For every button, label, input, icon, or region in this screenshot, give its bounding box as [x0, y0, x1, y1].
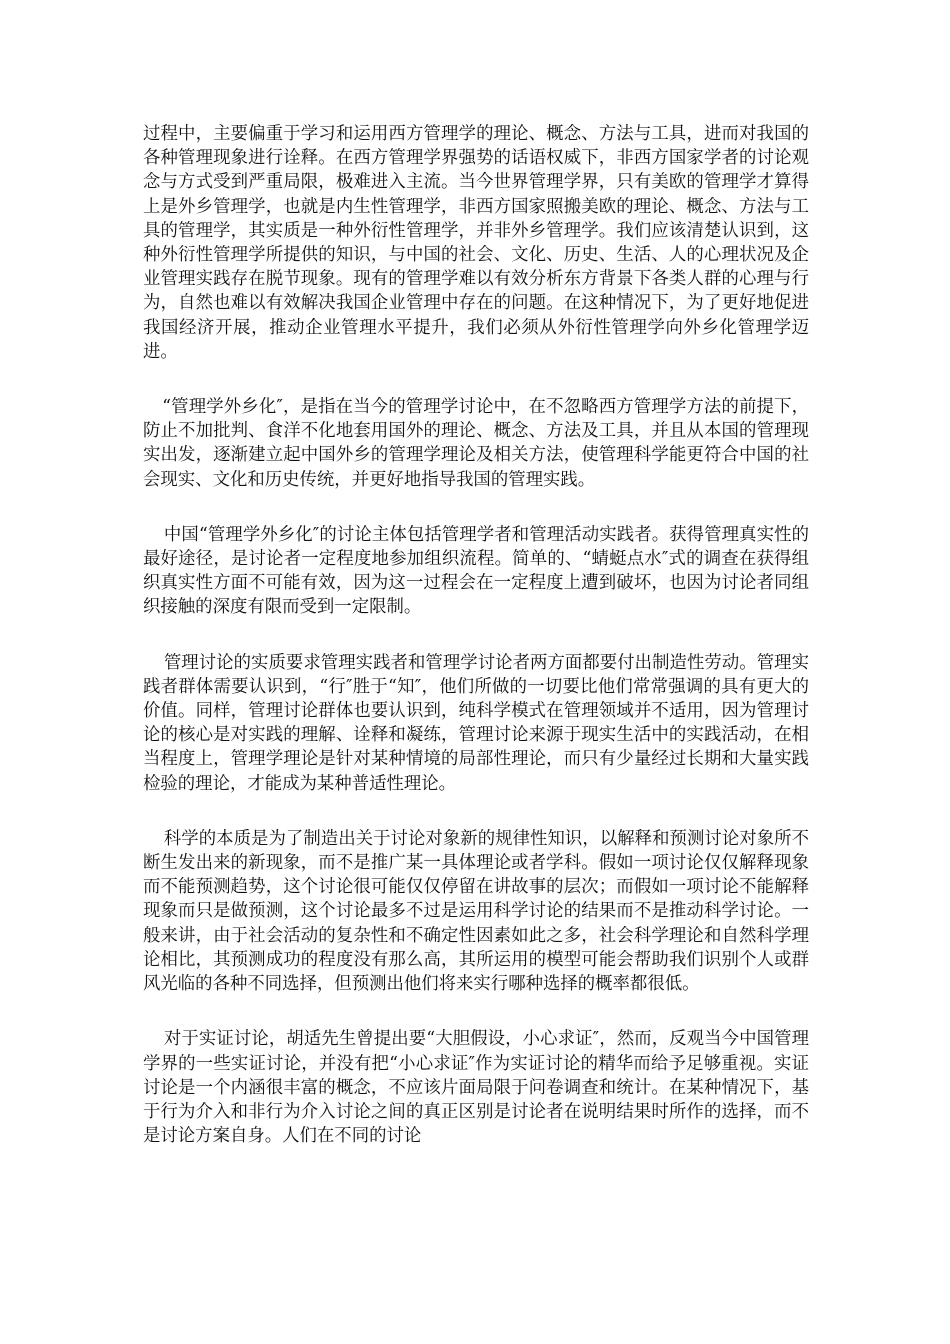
paragraph-4: 管理讨论的实质要求管理实践者和管理学讨论者两方面都要付出制造性劳动。管理实践者群体需要认识到，“行″胜于“知″，他们所做的一切要比他们常常强调的具有更大的价值。同样，管理讨论群体也要认识到，纯科学模式在管理领域并不适用，因为管理讨论的核心是对实践的理解、诠释和凝练，管理讨论来源于现实生活中的实践活动，在相当程度上，管理学理论是针对某种情境的局部性理论，而只有少量经过长期和大量实践检验的理论，才能成为某种普适性理论。 [143, 652, 809, 794]
paragraph-2: “管理学外乡化″，是指在当今的管理学讨论中，在不忽略西方管理学方法的前提下，防止不加批判、食洋不化地套用国外的理论、概念、方法及工具，并且从本国的管理现实出发，逐渐建立起中国外乡的管理学理论及相关方法，使管理科学能更符合中国的社会现实、文化和历史传统，并更好地指导我国的管理实践。 [143, 397, 809, 490]
paragraph-6: 对于实证讨论，胡适先生曾提出要“大胆假设，小心求证″，然而，反观当今中国管理学界的一些实证讨论，并没有把“小心求证″作为实证讨论的精华而给予足够重视。实证讨论是一个内涵很丰富的概念，不应该片面局限于问卷调查和统计。在某种情况下，基于行为介入和非行为介入讨论之间的真正区别是讨论者在说明结果时所作的选择，而不是讨论方案自身。人们在不同的讨论 [143, 1029, 809, 1147]
paragraph-3: 中国“管理学外乡化″的讨论主体包括管理学者和管理活动实践者。获得管理真实性的最好途径，是讨论者一定程度地参加组织流程。简单的、“蜻蜓点水″式的调查在获得组织真实性方面不可能有效，因为这一过程会在一定程度上遭到破坏，也因为讨论者同组织接触的深度有限而受到一定限制。 [143, 524, 809, 618]
document-page [143, 122, 809, 1148]
paragraph-1: 过程中，主要偏重于学习和运用西方管理学的理论、概念、方法与工具，进而对我国的各种管理现象进行诠释。在西方管理学界强势的话语权威下，非西方国家学者的讨论观念与方式受到严重局限，极难进入主流。当今世界管理学界，只有美欧的管理学才算得上是外乡管理学，也就是内生性管理学，非西方国家照搬美欧的理论、概念、方法与工具的管理学，其实质是一种外衍性管理学，并非外乡管理学。我们应该清楚认识到，这种外衍性管理学所提供的知识，与中国的社会、文化、历史、生活、人的心理状况及企业管理实践存在脱节现象。现有的管理学难以有效分析东方背景下各类人群的心理与行为，自然也难以有效解决我国企业管理中存在的问题。在这种情况下，为了更好地促进我国经济开展，推动企业管理水平提升，我们必须从外衍性管理学向外乡化管理学迈进。 [143, 124, 809, 362]
paragraph-5: 科学的本质是为了制造出关于讨论对象新的规律性知识，以解释和预测讨论对象所不断生发出来的新现象，而不是推广某一具体理论或者学科。假如一项讨论仅仅解释现象而不能预测趋势，这个讨论很可能仅仅停留在讲故事的层次；而假如一项讨论不能解释现象而只是做预测，这个讨论最多不过是运用科学讨论的结果而不是推动科学讨论。一般来讲，由于社会活动的复杂性和不确定性因素如此之多，社会科学理论和自然科学理论相比，其预测成功的程度没有那么高，其所运用的模型可能会帮助我们识别个人或群风光临的各种不同选择，但预测出他们将来实行哪种选择的概率都很低。 [143, 828, 809, 995]
